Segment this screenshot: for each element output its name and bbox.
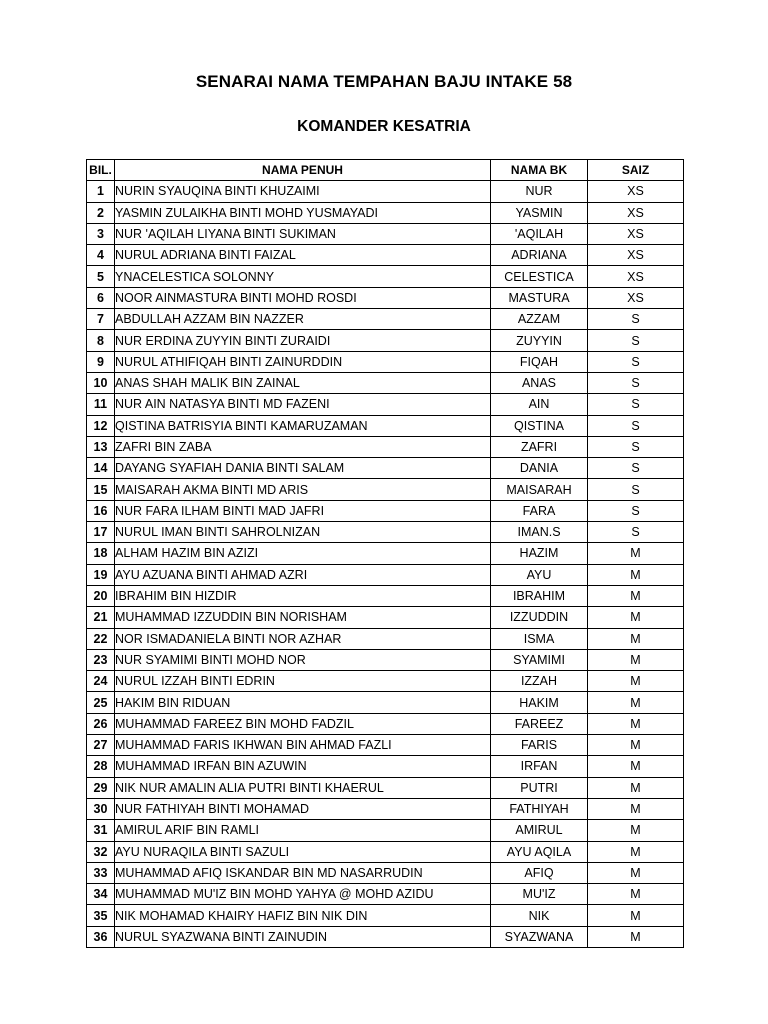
- table-row: [87, 458, 684, 479]
- row-number: 14: [87, 458, 115, 479]
- short-name: HAKIM: [491, 692, 588, 713]
- row-number: 18: [87, 543, 115, 564]
- size: M: [588, 862, 684, 883]
- size: XS: [588, 266, 684, 287]
- table-row: [87, 287, 684, 308]
- full-name: NUR SYAMIMI BINTI MOHD NOR: [115, 649, 491, 670]
- full-name: YASMIN ZULAIKHA BINTI MOHD YUSMAYADI: [115, 202, 491, 223]
- short-name: PUTRI: [491, 777, 588, 798]
- table-row: [87, 649, 684, 670]
- table-row: [87, 266, 684, 287]
- row-number: 12: [87, 415, 115, 436]
- size: S: [588, 458, 684, 479]
- short-name: CELESTICA: [491, 266, 588, 287]
- row-number: 34: [87, 884, 115, 905]
- full-name: MUHAMMAD AFIQ ISKANDAR BIN MD NASARRUDIN: [115, 862, 491, 883]
- size: M: [588, 926, 684, 947]
- row-number: 27: [87, 735, 115, 756]
- full-name: MUHAMMAD MU'IZ BIN MOHD YAHYA @ MOHD AZIDU: [115, 884, 491, 905]
- row-number: 15: [87, 479, 115, 500]
- document-subtitle: KOMANDER KESATRIA: [297, 118, 471, 135]
- row-number: 21: [87, 607, 115, 628]
- row-number: 1: [87, 181, 115, 202]
- size: S: [588, 372, 684, 393]
- short-name: SYAZWANA: [491, 926, 588, 947]
- size: S: [588, 394, 684, 415]
- row-number: 6: [87, 287, 115, 308]
- size: S: [588, 309, 684, 330]
- size: M: [588, 671, 684, 692]
- size: XS: [588, 202, 684, 223]
- full-name: YNACELESTICA SOLONNY: [115, 266, 491, 287]
- size: S: [588, 500, 684, 521]
- full-name: NIK MOHAMAD KHAIRY HAFIZ BIN NIK DIN: [115, 905, 491, 926]
- table-row: [87, 905, 684, 926]
- row-number: 8: [87, 330, 115, 351]
- table-row: [87, 628, 684, 649]
- table-row: [87, 309, 684, 330]
- short-name: IBRAHIM: [491, 585, 588, 606]
- short-name: IZZUDDIN: [491, 607, 588, 628]
- row-number: 22: [87, 628, 115, 649]
- table-row: [87, 436, 684, 457]
- table-row: [87, 756, 684, 777]
- full-name: MUHAMMAD FAREEZ BIN MOHD FADZIL: [115, 713, 491, 734]
- table-row: [87, 607, 684, 628]
- size: XS: [588, 287, 684, 308]
- short-name: ZUYYIN: [491, 330, 588, 351]
- header-nama-penuh: NAMA PENUH: [115, 160, 491, 181]
- short-name: MAISARAH: [491, 479, 588, 500]
- full-name: QISTINA BATRISYIA BINTI KAMARUZAMAN: [115, 415, 491, 436]
- row-number: 5: [87, 266, 115, 287]
- full-name: NURUL ADRIANA BINTI FAIZAL: [115, 245, 491, 266]
- row-number: 2: [87, 202, 115, 223]
- table-row: [87, 884, 684, 905]
- full-name: MUHAMMAD FARIS IKHWAN BIN AHMAD FAZLI: [115, 735, 491, 756]
- table-row: [87, 798, 684, 819]
- size: S: [588, 330, 684, 351]
- size: M: [588, 756, 684, 777]
- header-bil: BIL.: [87, 160, 115, 181]
- table-row: [87, 713, 684, 734]
- row-number: 23: [87, 649, 115, 670]
- full-name: NURIN SYAUQINA BINTI KHUZAIMI: [115, 181, 491, 202]
- table-row: [87, 564, 684, 585]
- size: S: [588, 436, 684, 457]
- short-name: FAREEZ: [491, 713, 588, 734]
- short-name: AMIRUL: [491, 820, 588, 841]
- short-name: ISMA: [491, 628, 588, 649]
- short-name: FIQAH: [491, 351, 588, 372]
- row-number: 11: [87, 394, 115, 415]
- table-row: [87, 500, 684, 521]
- document-title: SENARAI NAMA TEMPAHAN BAJU INTAKE 58: [195, 72, 573, 91]
- size: M: [588, 798, 684, 819]
- full-name: MAISARAH AKMA BINTI MD ARIS: [115, 479, 491, 500]
- row-number: 36: [87, 926, 115, 947]
- row-number: 9: [87, 351, 115, 372]
- short-name: AYU: [491, 564, 588, 585]
- size: M: [588, 607, 684, 628]
- table-row: [87, 223, 684, 244]
- table-row: [87, 394, 684, 415]
- full-name: NOOR AINMASTURA BINTI MOHD ROSDI: [115, 287, 491, 308]
- size: S: [588, 415, 684, 436]
- header-saiz: SAIZ: [588, 160, 684, 181]
- full-name: NUR 'AQILAH LIYANA BINTI SUKIMAN: [115, 223, 491, 244]
- full-name: MUHAMMAD IZZUDDIN BIN NORISHAM: [115, 607, 491, 628]
- size: M: [588, 884, 684, 905]
- short-name: MASTURA: [491, 287, 588, 308]
- size: M: [588, 585, 684, 606]
- full-name: AMIRUL ARIF BIN RAMLI: [115, 820, 491, 841]
- row-number: 28: [87, 756, 115, 777]
- table-row: [87, 862, 684, 883]
- table-row: [87, 330, 684, 351]
- table-row: [87, 415, 684, 436]
- short-name: DANIA: [491, 458, 588, 479]
- header-nama-bk: NAMA BK: [491, 160, 588, 181]
- short-name: ZAFRI: [491, 436, 588, 457]
- row-number: 30: [87, 798, 115, 819]
- row-number: 3: [87, 223, 115, 244]
- short-name: FARA: [491, 500, 588, 521]
- size: M: [588, 543, 684, 564]
- full-name: NUR ERDINA ZUYYIN BINTI ZURAIDI: [115, 330, 491, 351]
- short-name: IRFAN: [491, 756, 588, 777]
- table-row: [87, 351, 684, 372]
- short-name: AYU AQILA: [491, 841, 588, 862]
- table-row: [87, 181, 684, 202]
- short-name: NUR: [491, 181, 588, 202]
- table-row: [87, 479, 684, 500]
- short-name: IMAN.S: [491, 522, 588, 543]
- size: M: [588, 649, 684, 670]
- row-number: 17: [87, 522, 115, 543]
- size: S: [588, 479, 684, 500]
- full-name: AYU AZUANA BINTI AHMAD AZRI: [115, 564, 491, 585]
- full-name: NIK NUR AMALIN ALIA PUTRI BINTI KHAERUL: [115, 777, 491, 798]
- row-number: 29: [87, 777, 115, 798]
- full-name: NUR AIN NATASYA BINTI MD FAZENI: [115, 394, 491, 415]
- row-number: 19: [87, 564, 115, 585]
- row-number: 16: [87, 500, 115, 521]
- full-name: HAKIM BIN RIDUAN: [115, 692, 491, 713]
- size: M: [588, 735, 684, 756]
- size: M: [588, 841, 684, 862]
- table-header-row: [87, 160, 684, 181]
- full-name: MUHAMMAD IRFAN BIN AZUWIN: [115, 756, 491, 777]
- row-number: 13: [87, 436, 115, 457]
- table-row: [87, 777, 684, 798]
- short-name: IZZAH: [491, 671, 588, 692]
- order-list-table: [86, 159, 684, 948]
- table-row: [87, 926, 684, 947]
- full-name: NURUL IZZAH BINTI EDRIN: [115, 671, 491, 692]
- full-name: ABDULLAH AZZAM BIN NAZZER: [115, 309, 491, 330]
- short-name: ADRIANA: [491, 245, 588, 266]
- table-body: [87, 181, 684, 948]
- full-name: ZAFRI BIN ZABA: [115, 436, 491, 457]
- short-name: AFIQ: [491, 862, 588, 883]
- size: S: [588, 351, 684, 372]
- size: XS: [588, 245, 684, 266]
- short-name: FATHIYAH: [491, 798, 588, 819]
- full-name: ALHAM HAZIM BIN AZIZI: [115, 543, 491, 564]
- size: M: [588, 777, 684, 798]
- size: M: [588, 905, 684, 926]
- short-name: HAZIM: [491, 543, 588, 564]
- size: M: [588, 820, 684, 841]
- row-number: 4: [87, 245, 115, 266]
- short-name: AIN: [491, 394, 588, 415]
- size: M: [588, 692, 684, 713]
- short-name: YASMIN: [491, 202, 588, 223]
- short-name: ANAS: [491, 372, 588, 393]
- table-row: [87, 245, 684, 266]
- table-row: [87, 841, 684, 862]
- table-row: [87, 585, 684, 606]
- size: XS: [588, 181, 684, 202]
- table-row: [87, 202, 684, 223]
- short-name: AZZAM: [491, 309, 588, 330]
- row-number: 35: [87, 905, 115, 926]
- short-name: 'AQILAH: [491, 223, 588, 244]
- row-number: 24: [87, 671, 115, 692]
- short-name: FARIS: [491, 735, 588, 756]
- full-name: DAYANG SYAFIAH DANIA BINTI SALAM: [115, 458, 491, 479]
- row-number: 33: [87, 862, 115, 883]
- full-name: NURUL SYAZWANA BINTI ZAINUDIN: [115, 926, 491, 947]
- row-number: 25: [87, 692, 115, 713]
- full-name: AYU NURAQILA BINTI SAZULI: [115, 841, 491, 862]
- short-name: MU'IZ: [491, 884, 588, 905]
- row-number: 26: [87, 713, 115, 734]
- short-name: QISTINA: [491, 415, 588, 436]
- full-name: NURUL ATHIFIQAH BINTI ZAINURDDIN: [115, 351, 491, 372]
- table-row: [87, 543, 684, 564]
- size: M: [588, 713, 684, 734]
- size: M: [588, 628, 684, 649]
- size: M: [588, 564, 684, 585]
- full-name: NUR FARA ILHAM BINTI MAD JAFRI: [115, 500, 491, 521]
- table-row: [87, 692, 684, 713]
- short-name: SYAMIMI: [491, 649, 588, 670]
- size: S: [588, 522, 684, 543]
- row-number: 10: [87, 372, 115, 393]
- row-number: 32: [87, 841, 115, 862]
- table-row: [87, 671, 684, 692]
- row-number: 7: [87, 309, 115, 330]
- full-name: NOR ISMADANIELA BINTI NOR AZHAR: [115, 628, 491, 649]
- full-name: IBRAHIM BIN HIZDIR: [115, 585, 491, 606]
- short-name: NIK: [491, 905, 588, 926]
- table-row: [87, 522, 684, 543]
- table-row: [87, 372, 684, 393]
- size: XS: [588, 223, 684, 244]
- full-name: NUR FATHIYAH BINTI MOHAMAD: [115, 798, 491, 819]
- full-name: NURUL IMAN BINTI SAHROLNIZAN: [115, 522, 491, 543]
- table-row: [87, 735, 684, 756]
- row-number: 31: [87, 820, 115, 841]
- row-number: 20: [87, 585, 115, 606]
- table-row: [87, 820, 684, 841]
- full-name: ANAS SHAH MALIK BIN ZAINAL: [115, 372, 491, 393]
